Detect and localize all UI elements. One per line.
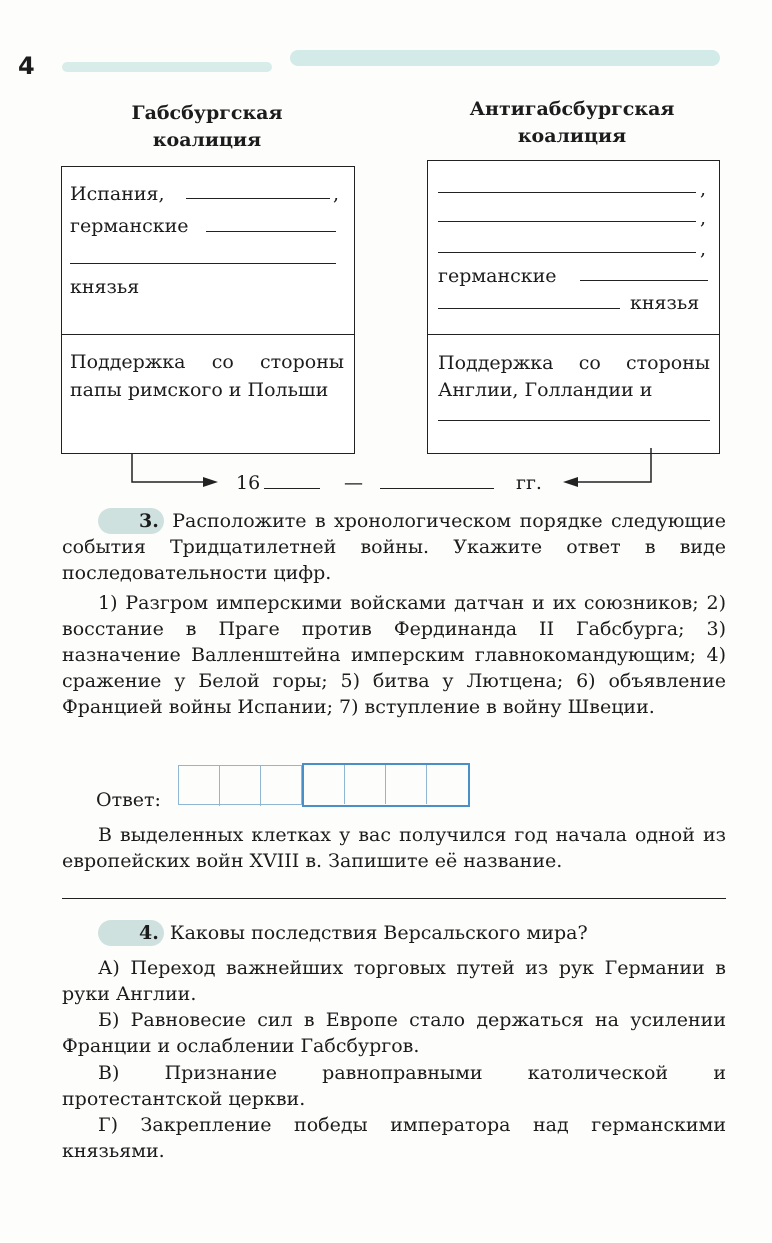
habsburg-support: Поддержка со стороны папы римского и Польши — [70, 351, 344, 401]
blank-line[interactable] — [438, 221, 696, 222]
answer-cell[interactable] — [220, 766, 261, 806]
blank-line[interactable] — [186, 198, 330, 199]
antihabsburg-coalition-title: Антигабсбургская коалиция — [469, 98, 675, 147]
task4-option-d: Г) Закрепление победы императора над германскими князьями. — [62, 1114, 726, 1162]
habsburg-member-2: германские — [70, 215, 189, 237]
antihabsburg-member-5: князья — [630, 292, 700, 314]
antihabsburg-member-4: германские — [438, 265, 557, 287]
habsburg-coalition-box — [61, 166, 355, 454]
task3-events: 1) Разгром имперскими войсками датчан и их союзников; 2) восстание в Праге против Фердинанда II Габсбурга; 3) назначение Валленштейна имперским главнокомандующим; 4) сражение у Белой горы; 5) битва у Лютцена; 6) объявление Францией войны Испании; 7) вступление в войну Швеции. — [62, 592, 726, 718]
task4-option-b: Б) Равновесие сил в Европе стало держаться на усилении Франции и ослаблении Габсбургов. — [62, 1009, 726, 1057]
blank-line[interactable] — [438, 252, 696, 253]
blank-line[interactable] — [438, 308, 620, 309]
year-start-blank[interactable] — [264, 488, 320, 489]
blank-line[interactable] — [438, 192, 696, 193]
answer-cell-highlighted[interactable] — [345, 765, 386, 804]
year-end-blank[interactable] — [380, 488, 494, 489]
blank-line[interactable] — [70, 263, 336, 264]
years-suffix: гг. — [516, 472, 542, 494]
answer-label: Ответ: — [96, 789, 161, 811]
antihabsburg-support: Поддержка со стороны Англии, Голландии и — [438, 352, 710, 401]
answer-line[interactable] — [62, 898, 726, 899]
blank-line[interactable] — [580, 280, 708, 281]
task3-question: 3. Расположите в хронологическом порядке следующие события Тридцатилетней войны. Укажите ответ в виде последовательности цифр. — [62, 510, 726, 584]
header-decor-bar — [62, 62, 272, 72]
box-divider — [62, 334, 354, 335]
task3-number: 3. — [98, 508, 164, 534]
task4-option-a: А) Переход важнейших торговых путей из рук Германии в руки Англии. — [62, 957, 726, 1005]
task4-number: 4. — [98, 920, 164, 946]
blank-line[interactable] — [438, 420, 710, 421]
blank-line[interactable] — [206, 231, 336, 232]
habsburg-coalition-title: Габсбургская коалиция — [131, 102, 283, 151]
habsburg-member-3: князья — [70, 276, 140, 298]
comma: , — [333, 183, 340, 205]
years-prefix: 16 — [236, 472, 261, 494]
comma: , — [700, 207, 707, 229]
comma: , — [700, 178, 707, 200]
box-divider — [428, 334, 719, 335]
habsburg-member-1: Испания, — [70, 183, 165, 205]
answer-cells-highlighted[interactable] — [302, 763, 470, 807]
answer-cell-highlighted[interactable] — [386, 765, 427, 804]
task3-followup: В выделенных клетках у вас получился год начала одной из европейских войн XVIII в. Запишите её название. — [62, 824, 726, 872]
task4-option-c: В) Признание равноправными католической и протестантской церкви. — [62, 1062, 726, 1110]
years-connector — [0, 440, 772, 500]
comma: , — [700, 238, 707, 260]
page-number: 4 — [18, 52, 35, 80]
header-decor-bar-wide — [290, 50, 720, 66]
years-dash: — — [344, 472, 363, 494]
answer-cell[interactable] — [179, 766, 220, 806]
answer-cells-plain[interactable] — [178, 765, 302, 805]
task4-question: 4. Каковы последствия Версальского мира? — [62, 920, 726, 946]
answer-cell-highlighted[interactable] — [304, 765, 345, 804]
